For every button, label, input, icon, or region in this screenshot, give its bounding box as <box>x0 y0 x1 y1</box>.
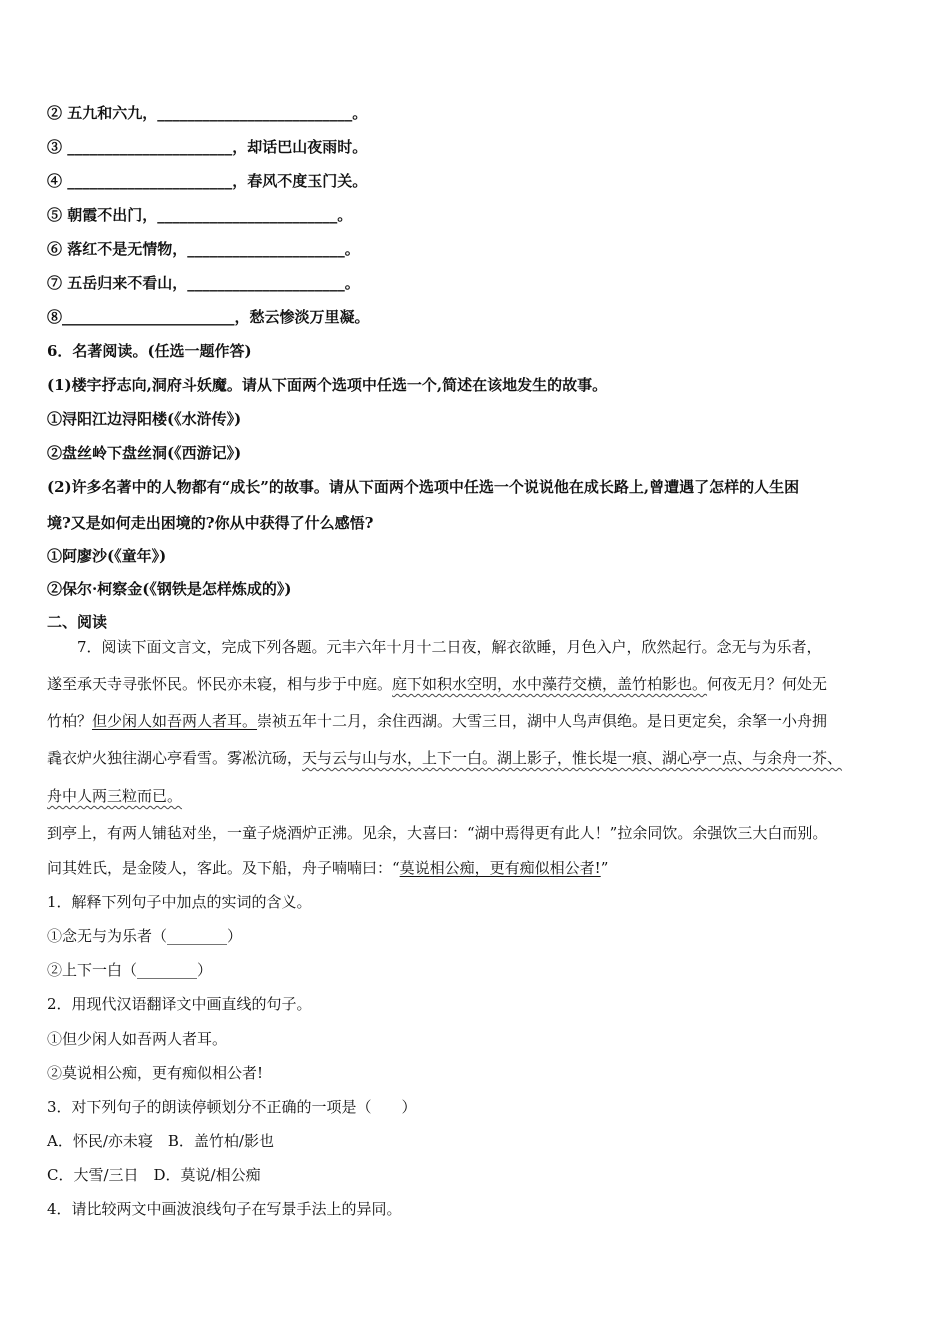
fill-blank[interactable]: ④ ______________________ <box>47 172 233 190</box>
passage-line-4 <box>47 748 917 768</box>
question-3-options-cd: C．大雪/三日 D．莫说/相公痴 <box>47 1166 261 1184</box>
question-3-options-ab: A．怀民/亦未寝 B．盖竹柏/影也 <box>47 1132 274 1150</box>
fill-label: ⑦ 五岳归来不看山， <box>47 274 188 292</box>
underlined-sentence: 但少闲人如吾两人者耳。 <box>92 712 258 730</box>
classics-heading: 6．名著阅读。(任选一题作答) <box>47 342 252 360</box>
fill-item-5 <box>47 205 352 225</box>
passage-line-3 <box>47 711 917 731</box>
passage-text: 何夜无月？何处无 <box>707 675 828 693</box>
passage-text: 毳衣炉火独往湖心亭看雪。雾凇沆砀， <box>47 749 303 767</box>
fill-tail: 。 <box>344 240 360 258</box>
fill-tail: 。 <box>337 206 353 224</box>
fill-blank[interactable]: ________________________ <box>157 206 338 224</box>
wavy-underlined-sentence: 舟中人两三粒而已。 <box>47 787 183 805</box>
fill-item-7 <box>47 273 360 293</box>
fill-blank[interactable]: _____________________ <box>187 240 345 258</box>
question-4: 4．请比较两文中画波浪线句子在写景手法上的异同。 <box>47 1200 402 1218</box>
classics-sub2-option-2: ②保尔·柯察金(《钢铁是怎样炼成的》) <box>47 580 292 598</box>
section-heading: 二、阅读 <box>47 613 108 631</box>
fill-tail: ，却话巴山夜雨时。 <box>232 138 368 156</box>
fill-tail: ，春风不度玉门关。 <box>232 172 368 190</box>
question-2-item-b: ②莫说相公痴，更有痴似相公者! <box>47 1064 264 1082</box>
fill-item-4 <box>47 171 367 191</box>
fill-item-6 <box>47 239 360 259</box>
wavy-underlined-sentence: 天与云与山与水，上下一白。湖上影子，惟长堤一痕、湖心亭一点、与余舟一芥、 <box>302 749 843 767</box>
fill-blank[interactable]: ⑧_______________________ <box>47 308 235 326</box>
passage-text: 竹柏？ <box>47 712 93 730</box>
fill-tail: ，愁云惨淡万里凝。 <box>234 308 370 326</box>
classics-sub2-line-2: 境?又是如何走出困境的?你从中获得了什么感悟? <box>47 514 374 532</box>
question-2-item-a: ①但少闲人如吾两人者耳。 <box>47 1030 228 1048</box>
question-1-item-a: ①念无与为乐者（________） <box>47 927 243 945</box>
passage-line-5 <box>47 786 917 806</box>
passage-text: 问其姓氏，是金陵人，客此。及下船，舟子喃喃曰：“ <box>47 859 400 877</box>
passage-line-1: 7．阅读下面文言文，完成下列各题。元丰六年十月十二日夜，解衣欲睡，月色入户，欣然起行。念无与为乐者， <box>77 638 822 656</box>
fill-tail: 。 <box>352 104 368 122</box>
wavy-underlined-sentence: 庭下如积水空明，水中藻荇交横，盖竹柏影也。 <box>392 675 708 693</box>
fill-label: ② 五九和六九， <box>47 104 158 122</box>
passage-text: 崇祯五年十二月，余住西湖。大雪三日，湖中人鸟声俱绝。是日更定矣，余拏一小舟拥 <box>257 712 828 730</box>
fill-tail: 。 <box>344 274 360 292</box>
fill-blank[interactable]: __________________________ <box>157 104 353 122</box>
question-2: 2．用现代汉语翻译文中画直线的句子。 <box>47 995 312 1013</box>
fill-blank[interactable]: _____________________ <box>187 274 345 292</box>
passage-text: 遂至承天寺寻张怀民。怀民亦未寝，相与步于中庭。 <box>47 675 393 693</box>
question-3: 3．对下列句子的朗读停顿划分不正确的一项是（ ） <box>47 1098 417 1116</box>
question-1-item-b: ②上下一白（________） <box>47 961 213 979</box>
fill-item-3 <box>47 137 367 157</box>
classics-sub2-option-1: ①阿廖沙(《童年》) <box>47 547 167 565</box>
fill-item-8 <box>47 307 370 327</box>
fill-label: ⑤ 朝霞不出门， <box>47 206 158 224</box>
classics-sub2-line-1: (2)许多名著中的人物都有“成长”的故事。请从下面两个选项中任选一个说说他在成长路上,曾遭遇了怎样的人生困 <box>47 478 800 496</box>
fill-blank[interactable]: ③ ______________________ <box>47 138 233 156</box>
fill-label: ⑥ 落红不是无情物， <box>47 240 188 258</box>
fill-item-2 <box>47 103 367 123</box>
classics-sub1-option-2: ②盘丝岭下盘丝洞(《西游记》) <box>47 444 242 462</box>
passage-line-6: 到亭上，有两人铺毡对坐，一童子烧酒炉正沸。见余，大喜曰：“湖中焉得更有此人！”拉余同饮。余强饮三大白而别。 <box>47 824 828 842</box>
underlined-sentence: 莫说相公痴，更有痴似相公者! <box>399 859 601 877</box>
passage-line-2 <box>47 674 917 694</box>
passage-line-7 <box>47 858 917 878</box>
classics-sub1-option-1: ①浔阳江边浔阳楼(《水浒传》) <box>47 410 242 428</box>
question-1: 1．解释下列句子中加点的实词的含义。 <box>47 893 312 911</box>
passage-text: ” <box>600 859 609 877</box>
classics-sub1: (1)楼宇抒志向,洞府斗妖魔。请从下面两个选项中任选一个,简述在该地发生的故事。 <box>47 376 608 394</box>
